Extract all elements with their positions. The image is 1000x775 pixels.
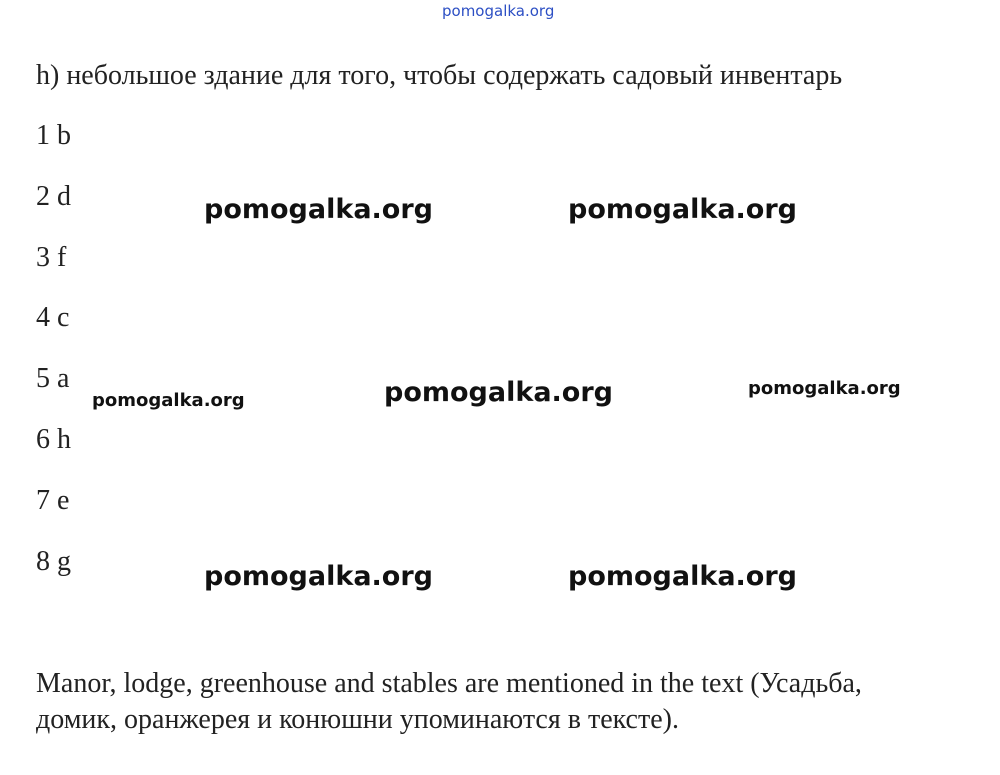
watermark-text: pomogalka.org [568, 561, 797, 592]
note-line-2: домик, оранжерея и конюшни упоминаются в тексте). [36, 704, 679, 735]
answer-item-2: 2 d [36, 181, 71, 212]
watermark-text: pomogalka.org [204, 194, 433, 225]
answer-item-3: 3 f [36, 242, 67, 273]
answer-item-1: 1 b [36, 120, 71, 151]
note-line-1: Manor, lodge, greenhouse and stables are mentioned in the text (Усадьба, [36, 668, 862, 699]
answer-item-5: 5 a [36, 363, 70, 394]
watermark-text: pomogalka.org [384, 377, 613, 408]
watermark-text: pomogalka.org [748, 378, 901, 399]
answer-item-6: 6 h [36, 424, 71, 455]
answer-item-4: 4 c [36, 302, 70, 333]
watermark-text: pomogalka.org [568, 194, 797, 225]
definition-h: h) небольшое здание для того, чтобы содержать садовый инвентарь [36, 60, 843, 91]
answer-item-8: 8 g [36, 546, 71, 577]
header-watermark[interactable]: pomogalka.org [442, 2, 555, 20]
watermark-text: pomogalka.org [204, 561, 433, 592]
answer-item-7: 7 e [36, 485, 70, 516]
watermark-text: pomogalka.org [92, 390, 245, 411]
